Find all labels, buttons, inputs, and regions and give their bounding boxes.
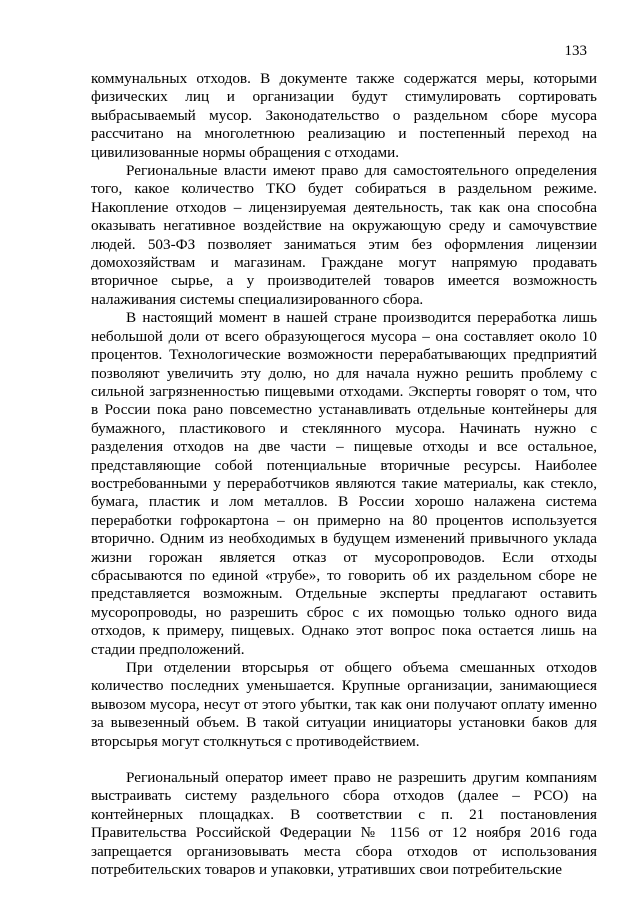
paragraph-4: При отделении вторсырья от общего объема смешанных отходов количество последних уменьшается. Крупные организации, занимающиеся вывозом мусора, несут от этого убытки, так как они получают оплату именно за вывезенный объем. В такой ситуации инициаторы установки баков для вторсырья могут столкнуться с противодействием. — [91, 659, 597, 750]
paragraph-1: коммунальных отходов. В документе также содержатся меры, которыми физических лиц и организации будут стимулировать сортировать выбрасываемый мусор. Законодательство о раздельном сборе мусора рассчитано на многолетнюю реализацию и постепенный переход на цивилизованные нормы обращения с отходами. — [91, 70, 597, 161]
page-number: 133 — [564, 43, 587, 59]
paragraph-2: Региональные власти имеют право для самостоятельного определения того, какое количество ТКО будет собираться в раздельном режиме. Накопление отходов – лицензируемая деятельность, так как она способна оказывать негативное воздействие на окружающую среду и самочувствие людей. 503-ФЗ позволяет заниматься этим без оформления лицензии домохозяйствам и магазинам. Граждане могут напрямую продавать вторичное сырье, а у производителей товаров имеется возможность налаживания системы специализированного сбора. — [91, 162, 597, 308]
paragraph-5: Региональный оператор имеет право не разрешить другим компаниям выстраивать систему раздельного сбора отходов (далее – РСО) на контейнерных площадках. В соответствии с п. 21 постановления Правительства Российской Федерации № 1156 от 12 ноября 2016 года запрещается организовывать места сбора отходов от использования потребительских товаров и упаковки, утративших свои потребительские — [91, 769, 597, 879]
paragraph-3: В настоящий момент в нашей стране производится переработка лишь небольшой доли от всего образующегося мусора – она составляет около 10 процентов. Технологические возможности перерабатывающих предприятий позволяют увеличить эту долю, но для начала нужно решить проблему с сильной загрязненностью пищевыми отходами. Эксперты говорят о том, что в России пока рано повсеместно устанавливать отдельные контейнеры для бумажного, пластикового и стеклянного мусора. Начинать нужно с разделения отходов на две части – пищевые отходы и все остальное, представляющие собой потенциальные вторичные ресурсы. Наиболее востребованными у переработчиков являются такие материалы, как стекло, бумага, пластик и лом металлов. В России хорошо налажена система переработки гофрокартона – он примерно на 80 процентов используется вторично. Одним из необходимых в будущем изменений привычного уклада жизни горожан является отказ от мусоропроводов. Если отходы сбрасываются по единой «трубе», то говорить об их раздельном сборе не представляется возможным. Отдельные эксперты предлагают оставить мусоропроводы, но разрешить сброс с их помощью только одного вида отходов, к примеру, пищевых. Однако этот вопрос пока остается лишь на стадии предположений. — [91, 309, 597, 658]
body-text — [91, 70, 597, 879]
paragraph-gap — [91, 751, 597, 769]
